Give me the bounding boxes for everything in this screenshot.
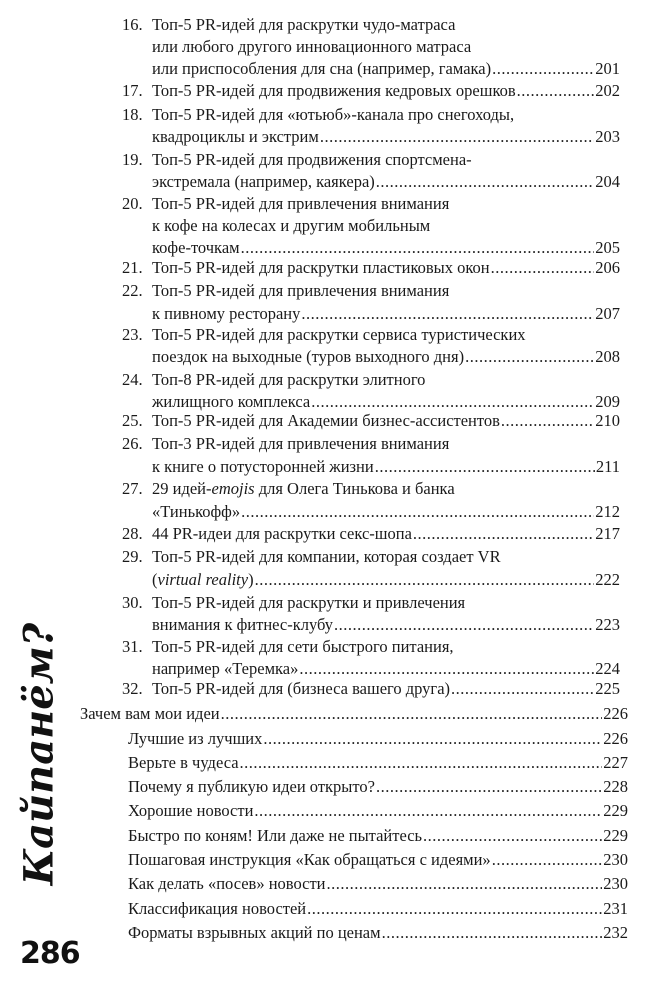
dot-leader	[255, 569, 595, 591]
toc-entry-title: или любого другого инновационного матраса	[152, 37, 472, 56]
toc-entry-page: 229	[603, 826, 628, 845]
toc-entry-page: 226	[603, 729, 628, 748]
running-side-title	[14, 622, 64, 886]
toc-entry-number: 20.	[122, 194, 143, 213]
toc-entry-title: Топ-5 PR-идей для продвижения кедровых орешков	[152, 81, 516, 100]
toc-entry-number: 19.	[122, 150, 143, 169]
toc-entry[interactable]	[128, 898, 628, 920]
toc-entry-number: 32.	[122, 679, 143, 698]
toc-entry-number: 18.	[122, 105, 143, 124]
toc-entry-title: или приспособления для сна (например, гамака)	[152, 59, 492, 78]
toc-entry[interactable]	[128, 873, 628, 895]
toc-entry-number: 27.	[122, 479, 143, 498]
dot-leader	[375, 456, 595, 478]
toc-entry-number: 17.	[122, 81, 143, 100]
toc-entry-title: внимания к фитнес-клубу	[152, 615, 334, 634]
toc-entry-page: 201	[595, 59, 620, 78]
toc-entry-page: 205	[595, 238, 620, 257]
toc-entry[interactable]	[122, 678, 620, 700]
toc-entry-title: 44 PR-идеи для раскрутки секс-шопа	[152, 524, 412, 543]
toc-entry-title: Топ-5 PR-идей для раскрутки пластиковых окон	[152, 258, 490, 277]
toc-entry-number: 31.	[122, 637, 143, 656]
toc-entry-title: жилищного комплекса	[152, 392, 311, 411]
toc-entry-number: 23.	[122, 325, 143, 344]
toc-entry-page: 225	[595, 679, 620, 698]
toc-entry-number: 25.	[122, 411, 143, 430]
toc-entry-title: Как делать «посев» новости	[128, 874, 326, 893]
toc-entry[interactable]	[122, 280, 620, 325]
toc-entry-title: Топ-5 PR-идей для сети быстрого питания,	[152, 637, 454, 656]
toc-entry[interactable]	[122, 80, 620, 102]
toc-entry-title: Топ-5 PR-идей для компании, которая создает VR	[152, 547, 501, 566]
toc-entry[interactable]	[80, 703, 628, 725]
toc-entry[interactable]	[122, 523, 620, 545]
toc-entry-title: Топ-5 PR-идей для «ютьюб»-канала про снегоходы,	[152, 105, 515, 124]
toc-entry-title: к книге о потусторонней жизни	[152, 457, 374, 476]
toc-entry[interactable]	[128, 825, 628, 847]
toc-entry-page: 230	[603, 874, 628, 893]
toc-entry-page: 227	[603, 753, 628, 772]
toc-entry-number: 16.	[122, 15, 143, 34]
toc-entry-page: 208	[595, 347, 620, 366]
toc-entry-title: Верьте в чудеса	[128, 753, 239, 772]
toc-entry-page: 217	[595, 524, 620, 543]
toc-entry[interactable]	[122, 257, 620, 279]
toc-entry-title: Топ-5 PR-идей для раскрутки чудо-матраса	[152, 15, 456, 34]
toc-entry-page: 209	[595, 392, 620, 411]
toc-entry-title: (virtual reality)	[152, 570, 254, 589]
dot-leader	[465, 346, 594, 368]
toc-entry-title: Топ-5 PR-идей для привлечения внимания	[152, 194, 450, 213]
toc-entry-title: Хорошие новости	[128, 801, 254, 820]
dot-leader	[263, 728, 602, 750]
dot-leader	[423, 825, 602, 847]
toc-entry-number: 22.	[122, 281, 143, 300]
toc-entry-title: к пивному ресторану	[152, 304, 301, 323]
side-title-text: Кайпанём?	[15, 622, 63, 886]
toc-entry-title: поездок на выходные (туров выходного дня)	[152, 347, 465, 366]
dot-leader	[501, 410, 594, 432]
toc-entry[interactable]	[128, 849, 628, 871]
dot-leader	[492, 58, 594, 80]
toc-entry-page: 210	[595, 411, 620, 430]
toc-entry-title: экстремала (например, каякера)	[152, 172, 375, 191]
toc-entry-title: Форматы взрывных акций по ценам	[128, 923, 381, 942]
toc-entry-page: 202	[595, 81, 620, 100]
dot-leader	[320, 126, 594, 148]
toc-entry-title: к кофе на колесах и другим мобильным	[152, 216, 431, 235]
toc-entry-page: 207	[595, 304, 620, 323]
toc-entry-title: Классификация новостей	[128, 899, 307, 918]
toc-entry[interactable]	[128, 776, 628, 798]
dot-leader	[491, 257, 595, 279]
toc-entry[interactable]	[128, 752, 628, 774]
toc-entry[interactable]	[128, 728, 628, 750]
dot-leader	[240, 752, 603, 774]
toc-entry-number: 24.	[122, 370, 143, 389]
toc-entry-title: Топ-8 PR-идей для раскрутки элитного	[152, 370, 426, 389]
dot-leader	[241, 501, 594, 523]
toc-entry[interactable]	[122, 104, 620, 148]
toc-entry-title: например «Теремка»	[152, 659, 299, 678]
toc-entry-page: 223	[595, 615, 620, 634]
toc-entry-title: Лучшие из лучших	[128, 729, 263, 748]
toc-entry-title: Топ-5 PR-идей для продвижения спортсмена-	[152, 150, 472, 169]
toc-entry-title: Топ-5 PR-идей для (бизнеса вашего друга)	[152, 679, 451, 698]
toc-entry[interactable]	[122, 636, 620, 680]
toc-entry[interactable]	[122, 193, 620, 259]
dot-leader	[301, 303, 594, 325]
dot-leader	[376, 776, 602, 798]
toc-entry-number: 29.	[122, 547, 143, 566]
toc-entry[interactable]	[128, 800, 628, 822]
toc-entry[interactable]	[122, 324, 620, 368]
toc-entry-title: Пошаговая инструкция «Как обращаться с идеями»	[128, 850, 491, 869]
toc-entry[interactable]	[122, 149, 620, 193]
toc-entry-title: Почему я публикую идеи открыто?	[128, 777, 375, 796]
toc-entry[interactable]	[122, 478, 620, 523]
toc-entry-page: 224	[595, 659, 620, 678]
toc-entry-page: 203	[595, 127, 620, 146]
toc-entry-page: 204	[595, 172, 620, 191]
toc-entry-page: 228	[603, 777, 628, 796]
toc-entry[interactable]	[122, 410, 620, 432]
dot-leader	[413, 523, 594, 545]
toc-entry[interactable]	[122, 546, 620, 591]
dot-leader	[241, 237, 595, 259]
dot-leader	[327, 873, 603, 895]
toc-entry-page: 231	[603, 899, 628, 918]
toc-entry[interactable]	[128, 922, 628, 944]
toc-entry[interactable]	[122, 369, 620, 413]
page-number: 286	[20, 936, 80, 971]
toc-entry-page: 212	[595, 502, 620, 521]
toc-entry-title: Топ-5 PR-идей для раскрутки сервиса туристических	[152, 325, 526, 344]
toc-entry-number: 26.	[122, 434, 143, 453]
dot-leader	[451, 678, 594, 700]
toc-entry-title: Топ-5 PR-идей для привлечения внимания	[152, 281, 450, 300]
toc-entry-title: Топ-5 PR-идей для Академии бизнес-ассистентов	[152, 411, 500, 430]
toc-entry-number: 30.	[122, 593, 143, 612]
dot-leader	[221, 703, 603, 725]
dot-leader	[382, 922, 603, 944]
toc-entry-title: кофе-точкам	[152, 238, 240, 257]
toc-entry-title: Топ-3 PR-идей для привлечения внимания	[152, 434, 450, 453]
toc-entry[interactable]	[122, 433, 620, 478]
toc-entry-number: 28.	[122, 524, 143, 543]
toc-entry-title: 29 идей-emojis для Олега Тинькова и банка	[152, 479, 455, 498]
toc-entry-title: квадроциклы и экстрим	[152, 127, 319, 146]
toc-entry-page: 230	[603, 850, 628, 869]
toc-entry-page: 226	[603, 704, 628, 723]
toc-entry-page: 211	[595, 457, 620, 476]
toc-entry-title: «Тинькофф»	[152, 502, 241, 521]
toc-entry-title: Быстро по коням! Или даже не пытайтесь	[128, 826, 423, 845]
dot-leader	[492, 849, 603, 871]
toc-entry-page: 229	[603, 801, 628, 820]
toc-entry-title: Топ-5 PR-идей для раскрутки и привлечения	[152, 593, 466, 612]
dot-leader	[376, 171, 594, 193]
toc-entry-page: 222	[595, 570, 620, 589]
toc-entry[interactable]	[122, 592, 620, 636]
toc-entry[interactable]	[122, 14, 620, 80]
dot-leader	[254, 800, 602, 822]
toc-entry-number: 21.	[122, 258, 143, 277]
dot-leader	[517, 80, 595, 102]
dot-leader	[299, 658, 594, 680]
toc-entry-page: 232	[603, 923, 628, 942]
dot-leader	[334, 614, 594, 636]
toc-entry-page: 206	[595, 258, 620, 277]
toc-entry-title: Зачем вам мои идеи	[80, 704, 220, 723]
dot-leader	[307, 898, 602, 920]
